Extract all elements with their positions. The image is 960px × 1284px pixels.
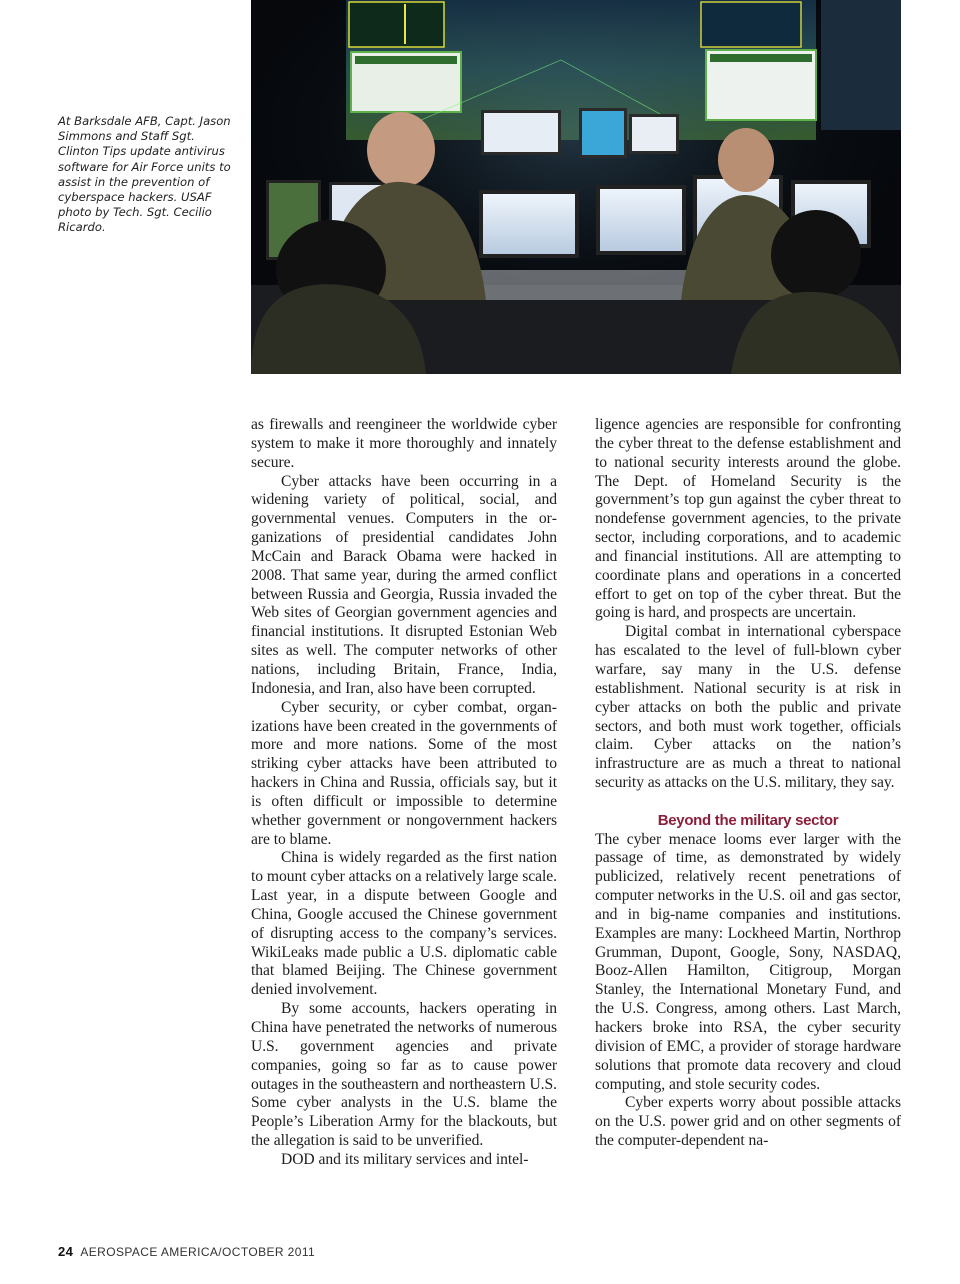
paragraph: By some accounts, hackers operating in China have penetrated the networks of numerous U.S. government agencies and private companies, going so far as to cause power outages in the southeastern and northeastern U.S. Some cyber analysts in the U.S. blame the People’s Liberation Army for the blackouts, but the allegation is said to be unverified. [251, 1000, 557, 1150]
paragraph: Digital combat in international cyberspace has escalated to the level of full-blown cyber warfare, say many in the U.S. defense establishment. National security is at risk in cyber attacks on both the public and private sectors, and both must work together, officials claim. Cyber attacks on the nation’s infrastructure are as much a threat to national security as attacks on the U.S. military, they say. [595, 623, 901, 792]
photo-caption: At Barksdale AFB, Capt. Jason Simmons and Staff Sgt. Clinton Tips update antivirus software for Air Force units to assist in the prevention of cyberspace hackers. USAF photo by Tech. Sgt. Cecilio Ricardo. [58, 114, 231, 235]
control-room-photo [251, 0, 901, 374]
publication-line: AEROSPACE AMERICA/OCTOBER 2011 [80, 1245, 316, 1259]
section-heading: Beyond the military sector [657, 811, 839, 829]
page-footer [58, 1244, 315, 1259]
paragraph: as firewalls and reengineer the worldwide cyber system to make it more thoroughly and innately secure. [251, 416, 557, 471]
paragraph: Cyber security, or cyber combat, organizations have been created in the governments of more and more nations. Some of the most striking cyber attacks have been attributed to hackers in China and Russia, officials say, but it is often difficult or impossible to determine whether government or nongovernment hackers are to blame. [251, 698, 557, 848]
paragraph: The cyber menace looms ever larger with the passage of time, as demonstrated by widely publicized, relatively recent penetrations of computer networks in the U.S. oil and gas sector, and in big-name companies and institutions. Examples are many: Lockheed Martin, Northrop Grumman, Dupont, Google, Sony, NASDAQ, Booz-Allen Hamilton, Citigroup, Morgan Stanley, the International Monetary Fund, and the U.S. Congress, among others. Last March, hackers broke into RSA, the cyber security division of EMC, a provider of storage hardware solutions that promote data recovery and cloud computing, and stole security codes. [595, 830, 901, 1093]
paragraph: Cyber experts worry about possible attacks on the U.S. power grid and on other segments of the computer-dependent na- [595, 1094, 901, 1150]
paragraph: DOD and its military services and intel- [281, 1150, 529, 1168]
article-column-left [251, 416, 557, 1170]
paragraph: Cyber attacks have been occurring in a widening variety of political, social, and governmental venues. Computers in the organizations of presidential candidates John McCain and Barack Obama were hacked in 2008. That same year, during the armed conflict between Russia and Georgia, Russia invaded the Web sites of Georgian government agencies and financial institutions. It disrupted Estonian Web sites as well. The computer networks of other nations, including Britain, France, India, Indonesia, and Iran, also have been corrupted. [251, 472, 557, 697]
article-column-right [595, 416, 901, 1151]
paragraph: China is widely regarded as the first nation to mount cyber attacks on a relatively large scale. Last year, in a dispute between Google and China, Google accused the Chinese government of disrupting access to the company’s services. WikiLeaks made public a U.S. diplomatic cable that blamed Beijing. The Chinese government denied involvement. [251, 849, 557, 999]
page-number: 24 [58, 1244, 74, 1259]
paragraph: ligence agencies are responsible for confronting the cyber threat to the defense establishment and to national security interests around the globe. The Dept. of Homeland Security is the government’s top gun against the cyber threat to nondefense government agencies, to the private sector, including corporations, and to academic and financial institutions. All are attempting to coordinate plans and operations in a concerted effort to get on top of the cyber threat. But the going is hard, and prospects are uncertain. [595, 416, 901, 622]
